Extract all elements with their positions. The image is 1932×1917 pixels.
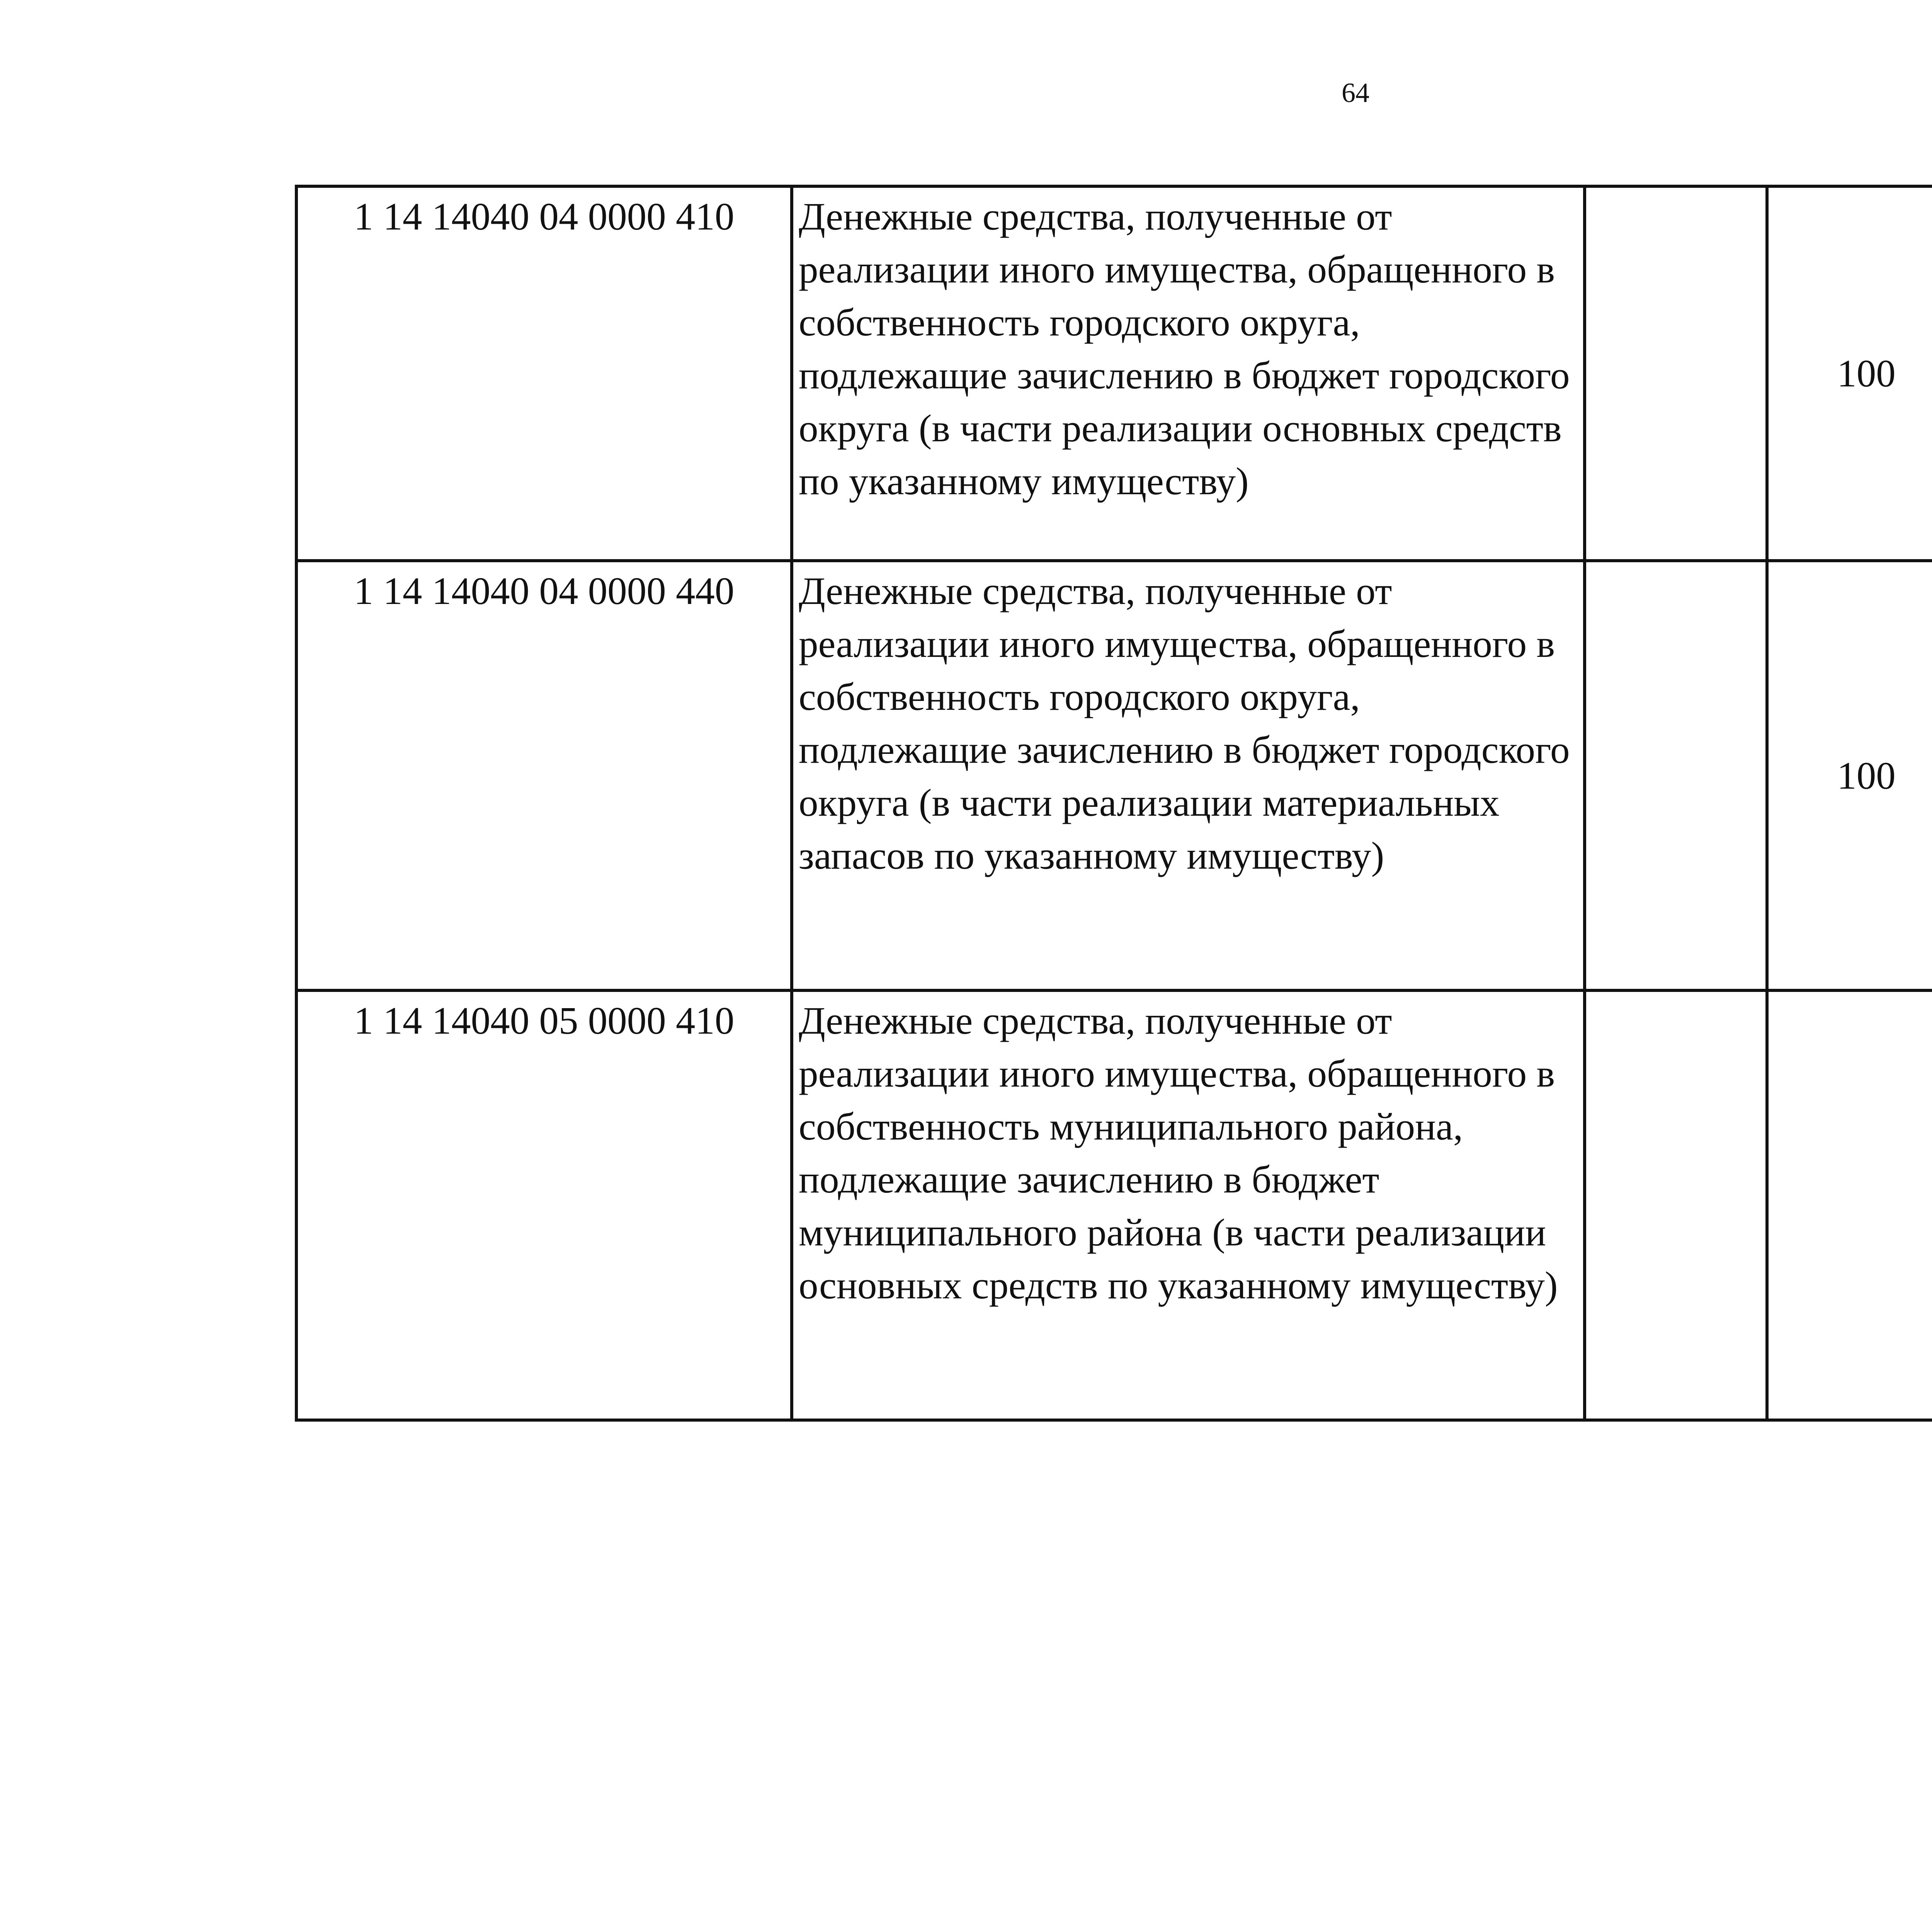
revenue-code-cell: 1 14 14040 05 0000 410 [296,990,792,1420]
revenue-name-cell: Денежные средства, полученные от реализации иного имущества, обращенного в собственность городского округа, подлежащие зачислению в бюджет городского округа (в части реализации материальных запасов по указанному имуществу) [792,561,1585,990]
table-row [296,186,1932,561]
table-row [296,990,1932,1420]
revenue-code-cell: 1 14 14040 04 0000 410 [296,186,792,561]
value-cell-2: 100 [1767,561,1932,990]
value-cell-1 [1585,186,1767,561]
revenue-code-cell: 1 14 14040 04 0000 440 [296,561,792,990]
value-cell-1 [1585,561,1767,990]
page-number: 64 [1342,77,1369,108]
revenue-distribution-table [295,185,1932,1422]
value-cell-1 [1585,990,1767,1420]
revenue-name-cell: Денежные средства, полученные от реализации иного имущества, обращенного в собственность муниципального района, подлежащие зачислению в бюджет муниципального района (в части реализации основных средств по указанному имуществу) [792,990,1585,1420]
value-cell-2 [1767,990,1932,1420]
value-cell-2: 100 [1767,186,1932,561]
revenue-name-cell: Денежные средства, полученные от реализации иного имущества, обращенного в собственность городского округа, подлежащие зачислению в бюджет городского округа (в части реализации основных средств по указанному имуществу) [792,186,1585,561]
table-row [296,561,1932,990]
